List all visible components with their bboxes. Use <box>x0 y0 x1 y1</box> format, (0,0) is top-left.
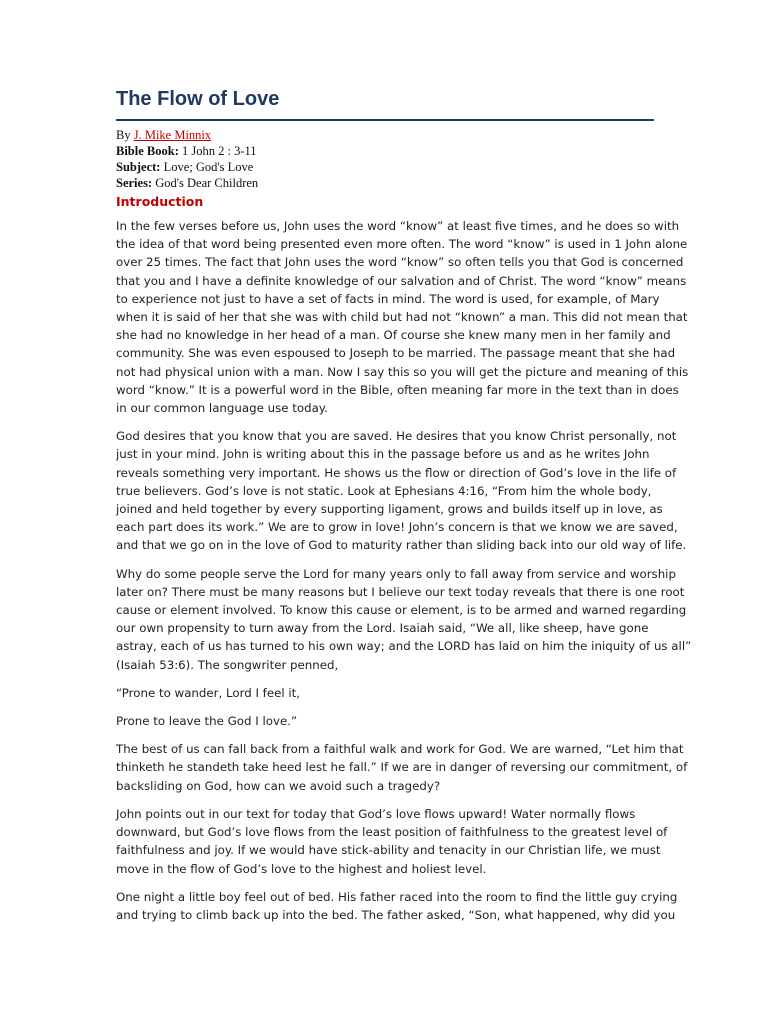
paragraph-line: backsliding on God, how can we avoid such a tragedy? <box>116 778 441 793</box>
paragraph <box>116 712 656 730</box>
paragraph-line: joined and held together by every supporting ligament, grows and builds itself up in love, as <box>116 502 663 517</box>
paragraph-line: God desires that you know that you are saved. He desires that you know Christ personally, not <box>116 429 677 444</box>
section-heading: Introduction <box>116 194 204 209</box>
paragraph-line: over 25 times. The fact that John uses the word “know” so often tells you that God is concerned <box>116 255 684 270</box>
paragraph <box>116 565 692 674</box>
series-label: Series: <box>116 176 153 190</box>
bible-book-line <box>116 143 258 159</box>
paragraph-line: faithfulness and joy. If we would have stick-ability and tenacity in our Christian life, we must <box>116 843 661 858</box>
paragraph-line: Prone to leave the God I love.” <box>116 714 298 729</box>
paragraph-line: One night a little boy feel out of bed. His father raced into the room to find the little guy crying <box>116 889 678 904</box>
paragraph-line: In the few verses before us, John uses the word “know” at least five times, and he does so with <box>116 219 680 233</box>
series-line <box>116 175 258 191</box>
series-value: God's Dear Children <box>152 176 259 190</box>
paragraph <box>116 805 668 878</box>
paragraph-line: later on? There must be many reasons but I believe our text today reveals that there is one root <box>116 584 685 599</box>
paragraph-line: just in your mind. John is writing about this in the passage before us and as he writes John <box>116 447 650 462</box>
paragraph-line: that you and I have a definite knowledge of our salvation and of Christ. The word “know” means <box>116 273 687 288</box>
paragraph-line: and that we go on in the love of God to maturity rather than sliding back into our old way of life. <box>116 538 687 553</box>
paragraph-line: each part does its work.” We are to grow in love! John’s concern is that we know we are saved, <box>116 520 678 535</box>
paragraph-line: community. She was even espoused to Joseph to be married. The passage meant that she had <box>116 346 676 361</box>
paragraph-line: Why do some people serve the Lord for many years only to fall away from service and worship <box>116 566 676 581</box>
paragraph <box>116 217 689 417</box>
paragraph-line: The best of us can fall back from a faithful walk and work for God. We are warned, “Let him that <box>116 742 684 757</box>
paragraph-line: she had no knowledge in her head of a man. Of course she knew many men in her family and <box>116 328 671 343</box>
paragraph-line: the idea of that word being presented even more often. The word “know” is used in 1 John alone <box>116 237 688 252</box>
paragraph-line: true believers. God’s love is not static. Look at Ephesians 4:16, “From him the whole body, <box>116 483 652 498</box>
paragraph <box>116 888 678 924</box>
author-line <box>116 127 258 143</box>
sermon-metadata <box>116 127 258 191</box>
paragraph-line: our own propensity to turn away from the Lord. Isaiah said, “We all, like sheep, have gone <box>116 621 649 636</box>
paragraph-line: in our common language use today. <box>116 401 328 416</box>
paragraph-line: astray, each of us has turned to his own way; and the LORD has laid on him the iniquity of us all” <box>116 639 692 654</box>
paragraph-line: move in the flow of God’s love to the highest and holiest level. <box>116 861 487 876</box>
paragraph-line: downward, but God’s love flows from the least position of faithfulness to the greatest level of <box>116 825 668 840</box>
paragraph-line: and trying to climb back up into the bed. The father asked, “Son, what happened, why did you <box>116 907 676 922</box>
page-title: The Flow of Love <box>116 88 280 110</box>
paragraph-line: word “know.” It is a powerful word in the Bible, often meaning far more in the text than in does <box>116 382 679 397</box>
subject-value: Love; God's Love <box>160 160 254 174</box>
bible-book-value: 1 John 2 : 3-11 <box>178 144 257 158</box>
subject-line <box>116 159 258 175</box>
paragraph-line: John points out in our text for today that God’s love flows upward! Water normally flows <box>116 806 636 821</box>
bible-book-label: Bible Book: <box>116 144 179 158</box>
paragraph-line: not had physical union with a man. Now I say this so you will get the picture and meaning of this <box>116 364 689 379</box>
paragraph <box>116 740 688 795</box>
subject-label: Subject: <box>116 160 161 174</box>
paragraph-line: when it is said of her that she was with child but had not “known” a man. This did not mean that <box>116 310 688 325</box>
paragraph-line: cause or element involved. To know this cause or element, is to be armed and warned regarding <box>116 603 687 618</box>
author-link[interactable]: J. Mike Minnix <box>133 128 212 142</box>
title-divider <box>116 119 654 121</box>
paragraph-line: (Isaiah 53:6). The songwriter penned, <box>116 657 339 672</box>
paragraph <box>116 684 656 702</box>
paragraph <box>116 427 687 554</box>
paragraph-line: reveals something very important. He shows us the flow or direction of God’s love in the life of <box>116 465 677 480</box>
by-prefix: By <box>116 128 134 142</box>
paragraph-line: “Prone to wander, Lord I feel it, <box>116 685 301 700</box>
paragraph-line: to experience not just to have a set of facts in mind. The word is used, for example, of Mary <box>116 291 660 306</box>
paragraph-line: thinketh he standeth take heed lest he fall.” If we are in danger of reversing our commitment, of <box>116 760 688 775</box>
article-body <box>116 217 692 934</box>
